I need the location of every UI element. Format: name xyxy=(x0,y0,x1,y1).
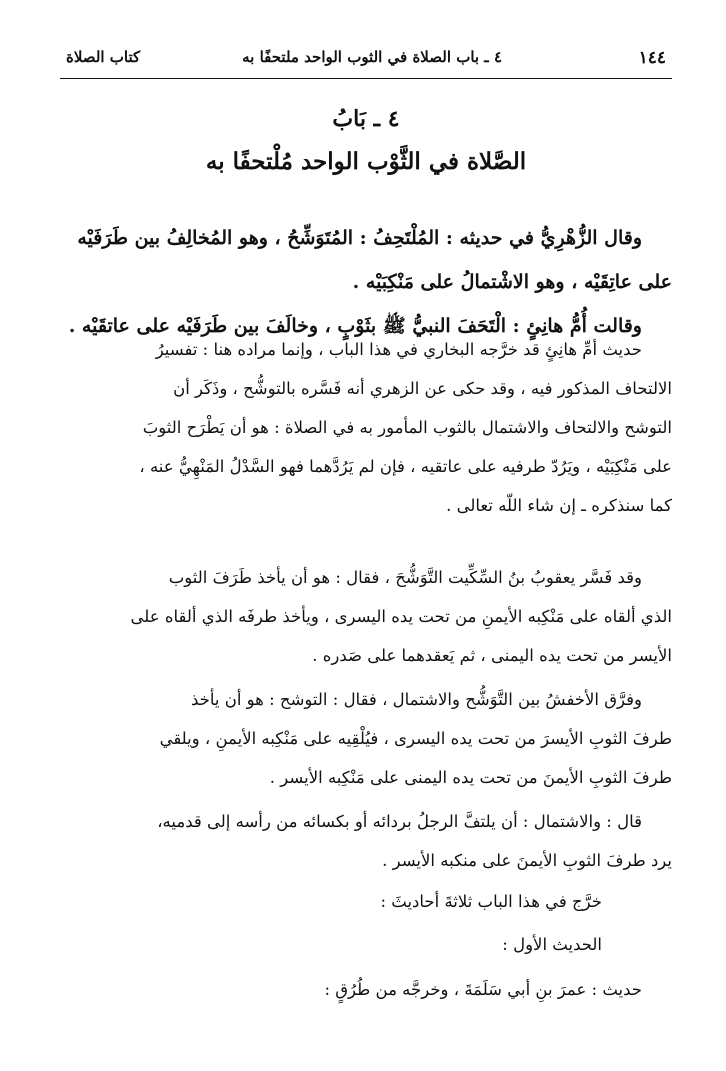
text-line: قال : والاشتمال : أن يلتفَّ الرجلُ بردائه أو بكسائه من رأسه إلى قدميه، xyxy=(157,812,642,831)
intro-line: على عاتِقَيْه ، وهو الاشْتمالُ على مَنْكِبَيْه . xyxy=(352,271,672,293)
intro-paragraph xyxy=(60,216,672,348)
text-line: الحديث الأول : xyxy=(502,935,602,954)
commentary-paragraph xyxy=(60,558,672,675)
text-line: وفرَّق الأخفشُ بين التَّوَشُّح والاشتمال ، فقال : التوشح : هو أن يأخذ xyxy=(190,690,642,709)
text-line: كما سنذكره ـ إن شاء اللّه تعالى . xyxy=(446,496,672,515)
intro-line: وقالت أُمُّ هانِئٍ : الْتَحَفَ النبيُّ ﷺ بثَوْبٍ ، وخالَفَ بين طَرَفَيْه على عاتقَيْه . xyxy=(68,315,642,337)
text-line: حديث : عمرَ بنِ أبي سَلَمَةَ ، وخرجَّه من طُرُقٍ : xyxy=(324,980,642,999)
running-header xyxy=(60,48,672,76)
commentary-paragraph xyxy=(60,802,672,880)
chapter-number: ٤ ـ بَابُ xyxy=(332,106,400,132)
text-line: طرفَ الثوبِ الأيسرَ من تحت يده اليسرى ، فيُلْقِيه على مَنْكِبه الأيمنِ ، ويلقي xyxy=(159,729,672,748)
commentary-paragraph xyxy=(60,330,672,525)
text-line: يرد طرفَ الثوبِ الأيمنَ على منكبه الأيسر . xyxy=(382,851,672,870)
text-line: حديث أمِّ هانِئٍ قد خرَّجه البخاري في هذا الباب ، وإنما مراده هنا : تفسيرُ xyxy=(155,340,642,359)
text-line: وقد فَسَّر يعقوبُ بنُ السِّكِّيت التَّوَشُّحَ ، فقال : هو أن يأخذ طَرَفَ الثوب xyxy=(168,568,642,587)
book-page xyxy=(60,40,672,1050)
text-line: خرَّج في هذا الباب ثلاثةَ أحاديثَ : xyxy=(380,892,602,911)
page-number: ١٤٤ xyxy=(638,48,666,68)
closing-paragraph xyxy=(60,882,672,1009)
text-line: طرفَ الثوبِ الأيمنَ من تحت يده اليمنى على مَنْكِبه الأيسر . xyxy=(269,768,672,787)
text-line: الأيسر من تحت يده اليمنى ، ثم يَعقدهما على صَدره . xyxy=(312,646,672,665)
header-rule xyxy=(60,78,672,79)
text-line: الذي ألقاه على مَنْكِبه الأيمنِ من تحت يده اليسرى ، ويأخذ طرفَه الذي ألقاه على xyxy=(130,607,672,626)
intro-line: وقال الزُّهْرِيُّ في حديثه : المُلْتَحِفُ : المُتَوَشِّحُ ، وهو المُخالِفُ بين طَرَفَيْه xyxy=(77,227,642,249)
commentary-paragraph xyxy=(60,680,672,797)
text-line: الالتحاف المذكور فيه ، وقد حكى عن الزهري أنه فَسَّره بالتوشُّح ، وذَكَر أن xyxy=(173,379,672,398)
running-book-title: كتاب الصلاة xyxy=(66,48,141,66)
text-line: على مَنْكِبَيْه ، ويَرُدّ طرفيه على عاتقيه ، فإن لم يَرُدَّهما فهو السَّدْلُ المَنْهِيُّ عنه ، xyxy=(139,457,672,476)
running-chapter-title: ٤ ـ باب الصلاة في الثوب الواحد ملتحفًا به xyxy=(242,48,502,66)
text-line: التوشح والالتحاف والاشتمال بالثوب المأمور به في الصلاة : هو أن يَطْرَح الثوبَ xyxy=(142,418,672,437)
chapter-heading: الصَّلاة في الثَّوْب الواحد مُلْتحفًا به xyxy=(205,148,527,175)
